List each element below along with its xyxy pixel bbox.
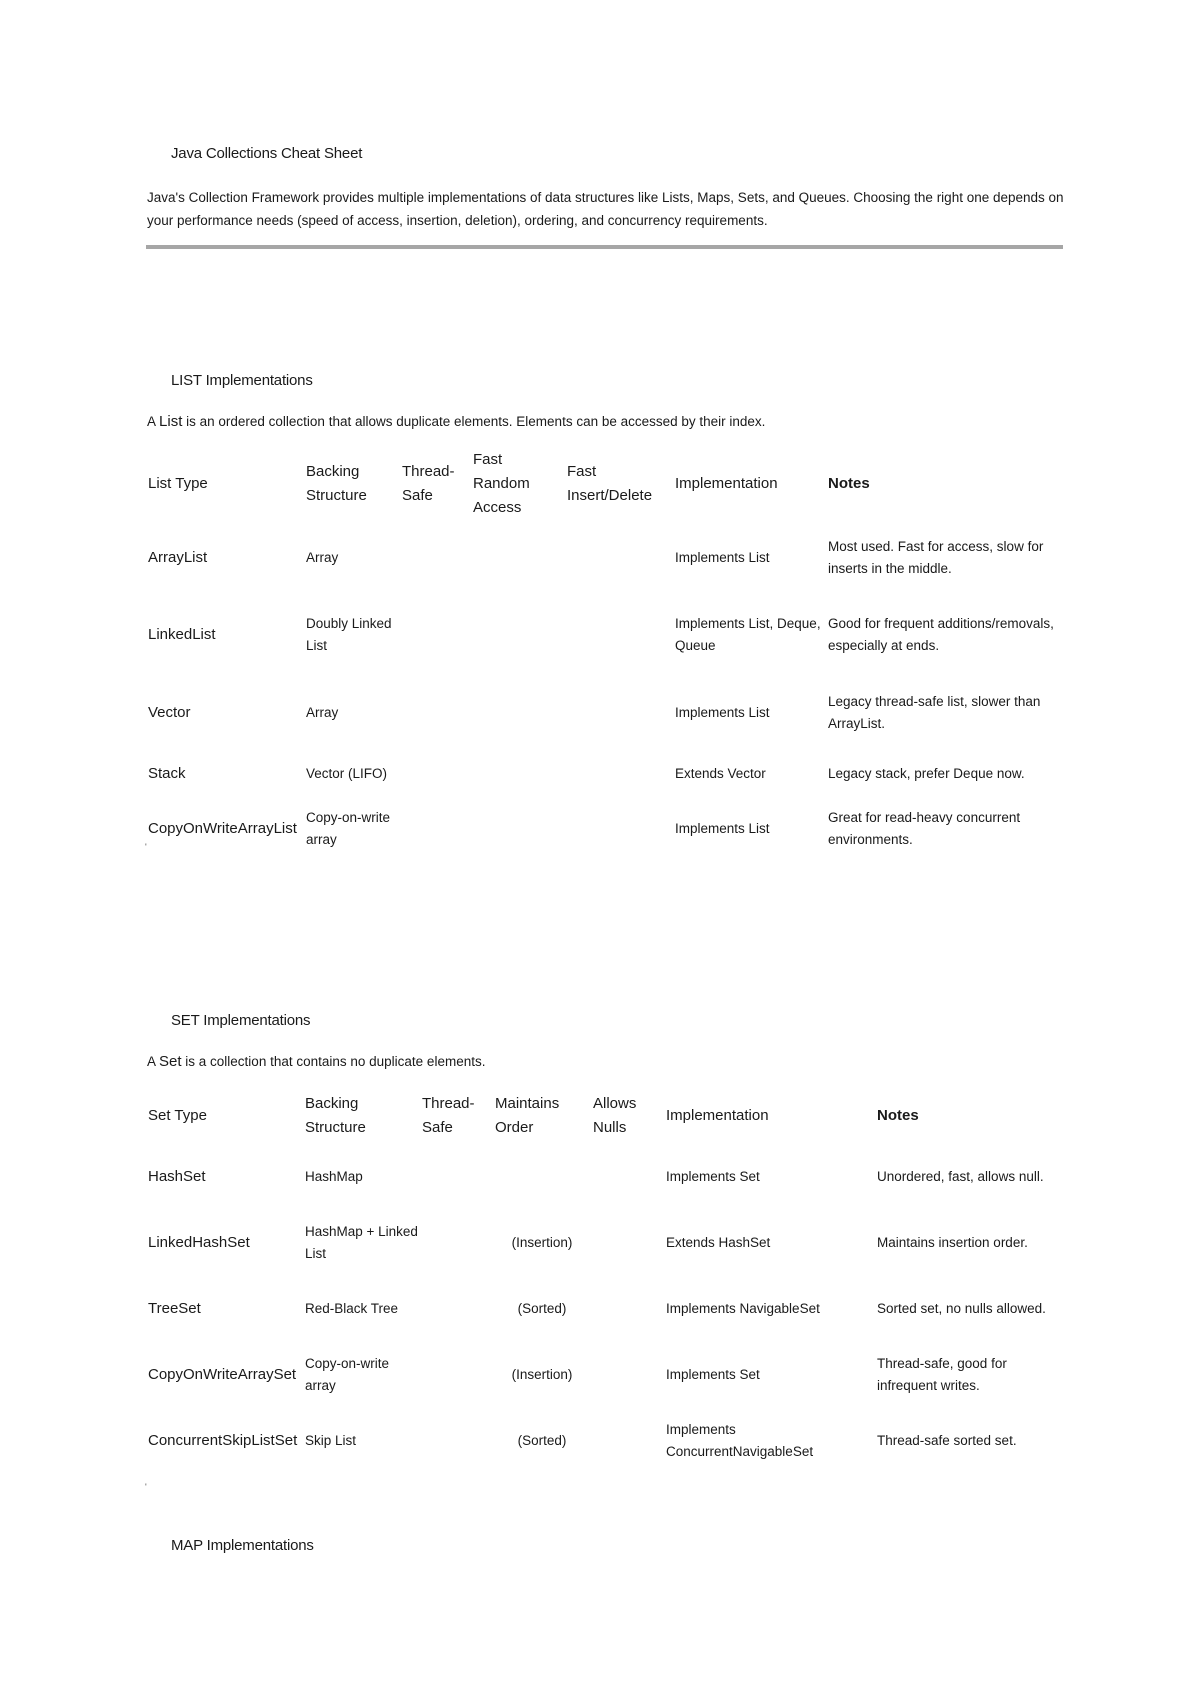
set-table-header-row bbox=[146, 1088, 1066, 1144]
fast-insert-cell bbox=[565, 674, 673, 752]
list-header-fast-random: Fast Random Access bbox=[473, 451, 530, 516]
notes-cell: Unordered, fast, allows null. bbox=[877, 1169, 1044, 1184]
notes-cell: Legacy thread-safe list, slower than ArrayList. bbox=[828, 694, 1041, 731]
nulls-cell bbox=[591, 1210, 664, 1276]
implementation-cell: Implements Set bbox=[666, 1169, 760, 1184]
set-type-cell: HashSet bbox=[148, 1168, 206, 1185]
thread-safe-cell bbox=[400, 796, 471, 862]
table-row bbox=[146, 520, 1066, 596]
fast-random-cell bbox=[471, 596, 565, 674]
fast-insert-cell bbox=[565, 752, 673, 796]
implementation-cell: Implements List bbox=[675, 821, 770, 836]
table-row bbox=[146, 1144, 1066, 1210]
notes-cell: Sorted set, no nulls allowed. bbox=[877, 1301, 1046, 1316]
nulls-cell bbox=[591, 1276, 664, 1342]
implementation-cell: Extends Vector bbox=[675, 766, 766, 781]
notes-cell: Good for frequent additions/removals, especially at ends. bbox=[828, 616, 1054, 653]
notes-cell: Thread-safe sorted set. bbox=[877, 1433, 1017, 1448]
fast-insert-cell bbox=[565, 520, 673, 596]
set-type-cell: LinkedHashSet bbox=[148, 1234, 250, 1251]
thread-safe-cell bbox=[400, 520, 471, 596]
thread-safe-cell bbox=[420, 1210, 493, 1276]
list-table-header-row bbox=[146, 448, 1066, 520]
set-header-maintains-order: Maintains Order bbox=[495, 1095, 560, 1136]
set-section-description: A Set is a collection that contains no duplicate elements. bbox=[147, 1053, 486, 1070]
list-header-backing: Backing Structure bbox=[306, 463, 367, 504]
thread-safe-cell bbox=[400, 674, 471, 752]
thread-safe-cell bbox=[420, 1144, 493, 1210]
fast-insert-cell bbox=[565, 796, 673, 862]
table-row bbox=[146, 796, 1066, 862]
list-header-fast-insert: Fast Insert/Delete bbox=[567, 463, 653, 504]
list-header-notes: Notes bbox=[828, 475, 870, 492]
implementation-cell: Implements List, Deque, Queue bbox=[675, 616, 821, 653]
thread-safe-cell bbox=[400, 752, 471, 796]
list-type-cell: LinkedList bbox=[148, 626, 216, 643]
list-header-thread-safe: Thread-Safe bbox=[402, 463, 455, 504]
page-title: Java Collections Cheat Sheet bbox=[171, 145, 363, 162]
nulls-cell bbox=[591, 1408, 664, 1474]
notes-cell: Most used. Fast for access, slow for inserts in the middle. bbox=[828, 539, 1044, 576]
list-keyword: List bbox=[159, 413, 183, 430]
implementation-cell: Implements Set bbox=[666, 1367, 760, 1382]
notes-cell: Maintains insertion order. bbox=[877, 1235, 1028, 1250]
notes-cell: Thread-safe, good for infrequent writes. bbox=[877, 1356, 1007, 1393]
implementation-cell: Implements NavigableSet bbox=[666, 1301, 820, 1316]
list-type-cell: Stack bbox=[148, 765, 186, 782]
list-section-description: A List is an ordered collection that allows duplicate elements. Elements can be accessed by their index. bbox=[147, 413, 766, 430]
backing-cell: HashMap bbox=[305, 1169, 363, 1184]
set-header-allows-nulls: Allows Nulls bbox=[593, 1095, 637, 1136]
thread-safe-cell bbox=[420, 1408, 493, 1474]
header-divider bbox=[146, 245, 1063, 249]
implementation-cell: Implements List bbox=[675, 705, 770, 720]
notes-cell: Great for read-heavy concurrent environments. bbox=[828, 810, 1021, 847]
table-row bbox=[146, 596, 1066, 674]
list-end-mark: ' bbox=[145, 842, 147, 852]
fast-random-cell bbox=[471, 796, 565, 862]
table-row bbox=[146, 674, 1066, 752]
set-type-cell: ConcurrentSkipListSet bbox=[148, 1432, 298, 1449]
implementation-cell: Extends HashSet bbox=[666, 1235, 771, 1250]
table-row bbox=[146, 1276, 1066, 1342]
list-section-heading: LIST Implementations bbox=[171, 372, 313, 389]
thread-safe-cell bbox=[400, 596, 471, 674]
notes-cell: Legacy stack, prefer Deque now. bbox=[828, 766, 1025, 781]
thread-safe-cell bbox=[420, 1342, 493, 1408]
nulls-cell bbox=[591, 1144, 664, 1210]
table-row bbox=[146, 752, 1066, 796]
set-header-thread-safe: Thread-Safe bbox=[422, 1095, 475, 1136]
set-end-mark: ' bbox=[145, 1482, 147, 1492]
order-cell bbox=[493, 1144, 591, 1210]
backing-cell: Red-Black Tree bbox=[305, 1301, 399, 1316]
intro-paragraph: Java's Collection Framework provides multiple implementations of data structures like Lists, Maps, Sets, and Queues. Choosing the right one depends on your performance needs (speed of access, insertion, deletion), ordering, and concurrency requirements. bbox=[147, 190, 1064, 228]
backing-cell: Doubly Linked List bbox=[306, 616, 392, 653]
fast-insert-cell bbox=[565, 596, 673, 674]
set-keyword: Set bbox=[159, 1053, 182, 1070]
backing-cell: Vector (LIFO) bbox=[306, 766, 388, 781]
list-type-cell: ArrayList bbox=[148, 549, 208, 566]
set-header-backing: Backing Structure bbox=[305, 1095, 366, 1136]
table-row bbox=[146, 1210, 1066, 1276]
list-table bbox=[146, 448, 1066, 862]
backing-cell: Array bbox=[306, 705, 339, 720]
thread-safe-cell bbox=[420, 1276, 493, 1342]
backing-cell: Skip List bbox=[305, 1433, 357, 1448]
order-cell: (Sorted) bbox=[517, 1433, 567, 1448]
order-cell: (Insertion) bbox=[511, 1235, 573, 1250]
fast-random-cell bbox=[471, 674, 565, 752]
backing-cell: Array bbox=[306, 550, 339, 565]
table-row bbox=[146, 1408, 1066, 1474]
implementation-cell: Implements List bbox=[675, 550, 770, 565]
backing-cell: Copy-on-write array bbox=[306, 810, 391, 847]
list-header-type: List Type bbox=[148, 475, 208, 492]
set-header-implementation: Implementation bbox=[666, 1107, 769, 1124]
order-cell: (Insertion) bbox=[511, 1367, 573, 1382]
nulls-cell bbox=[591, 1342, 664, 1408]
list-type-cell: CopyOnWriteArrayList bbox=[148, 820, 297, 837]
table-row bbox=[146, 1342, 1066, 1408]
set-section-heading: SET Implementations bbox=[171, 1012, 311, 1029]
fast-random-cell bbox=[471, 520, 565, 596]
fast-random-cell bbox=[471, 752, 565, 796]
implementation-cell: Implements ConcurrentNavigableSet bbox=[666, 1422, 814, 1459]
list-header-implementation: Implementation bbox=[675, 475, 778, 492]
map-section-heading: MAP Implementations bbox=[171, 1537, 314, 1554]
backing-cell: Copy-on-write array bbox=[305, 1356, 390, 1393]
set-header-type: Set Type bbox=[148, 1107, 207, 1124]
set-type-cell: CopyOnWriteArraySet bbox=[148, 1366, 297, 1383]
backing-cell: HashMap + Linked List bbox=[305, 1224, 418, 1261]
set-header-notes: Notes bbox=[877, 1107, 919, 1124]
list-type-cell: Vector bbox=[148, 704, 191, 721]
set-type-cell: TreeSet bbox=[148, 1300, 201, 1317]
set-table bbox=[146, 1088, 1066, 1474]
order-cell: (Sorted) bbox=[517, 1301, 567, 1316]
